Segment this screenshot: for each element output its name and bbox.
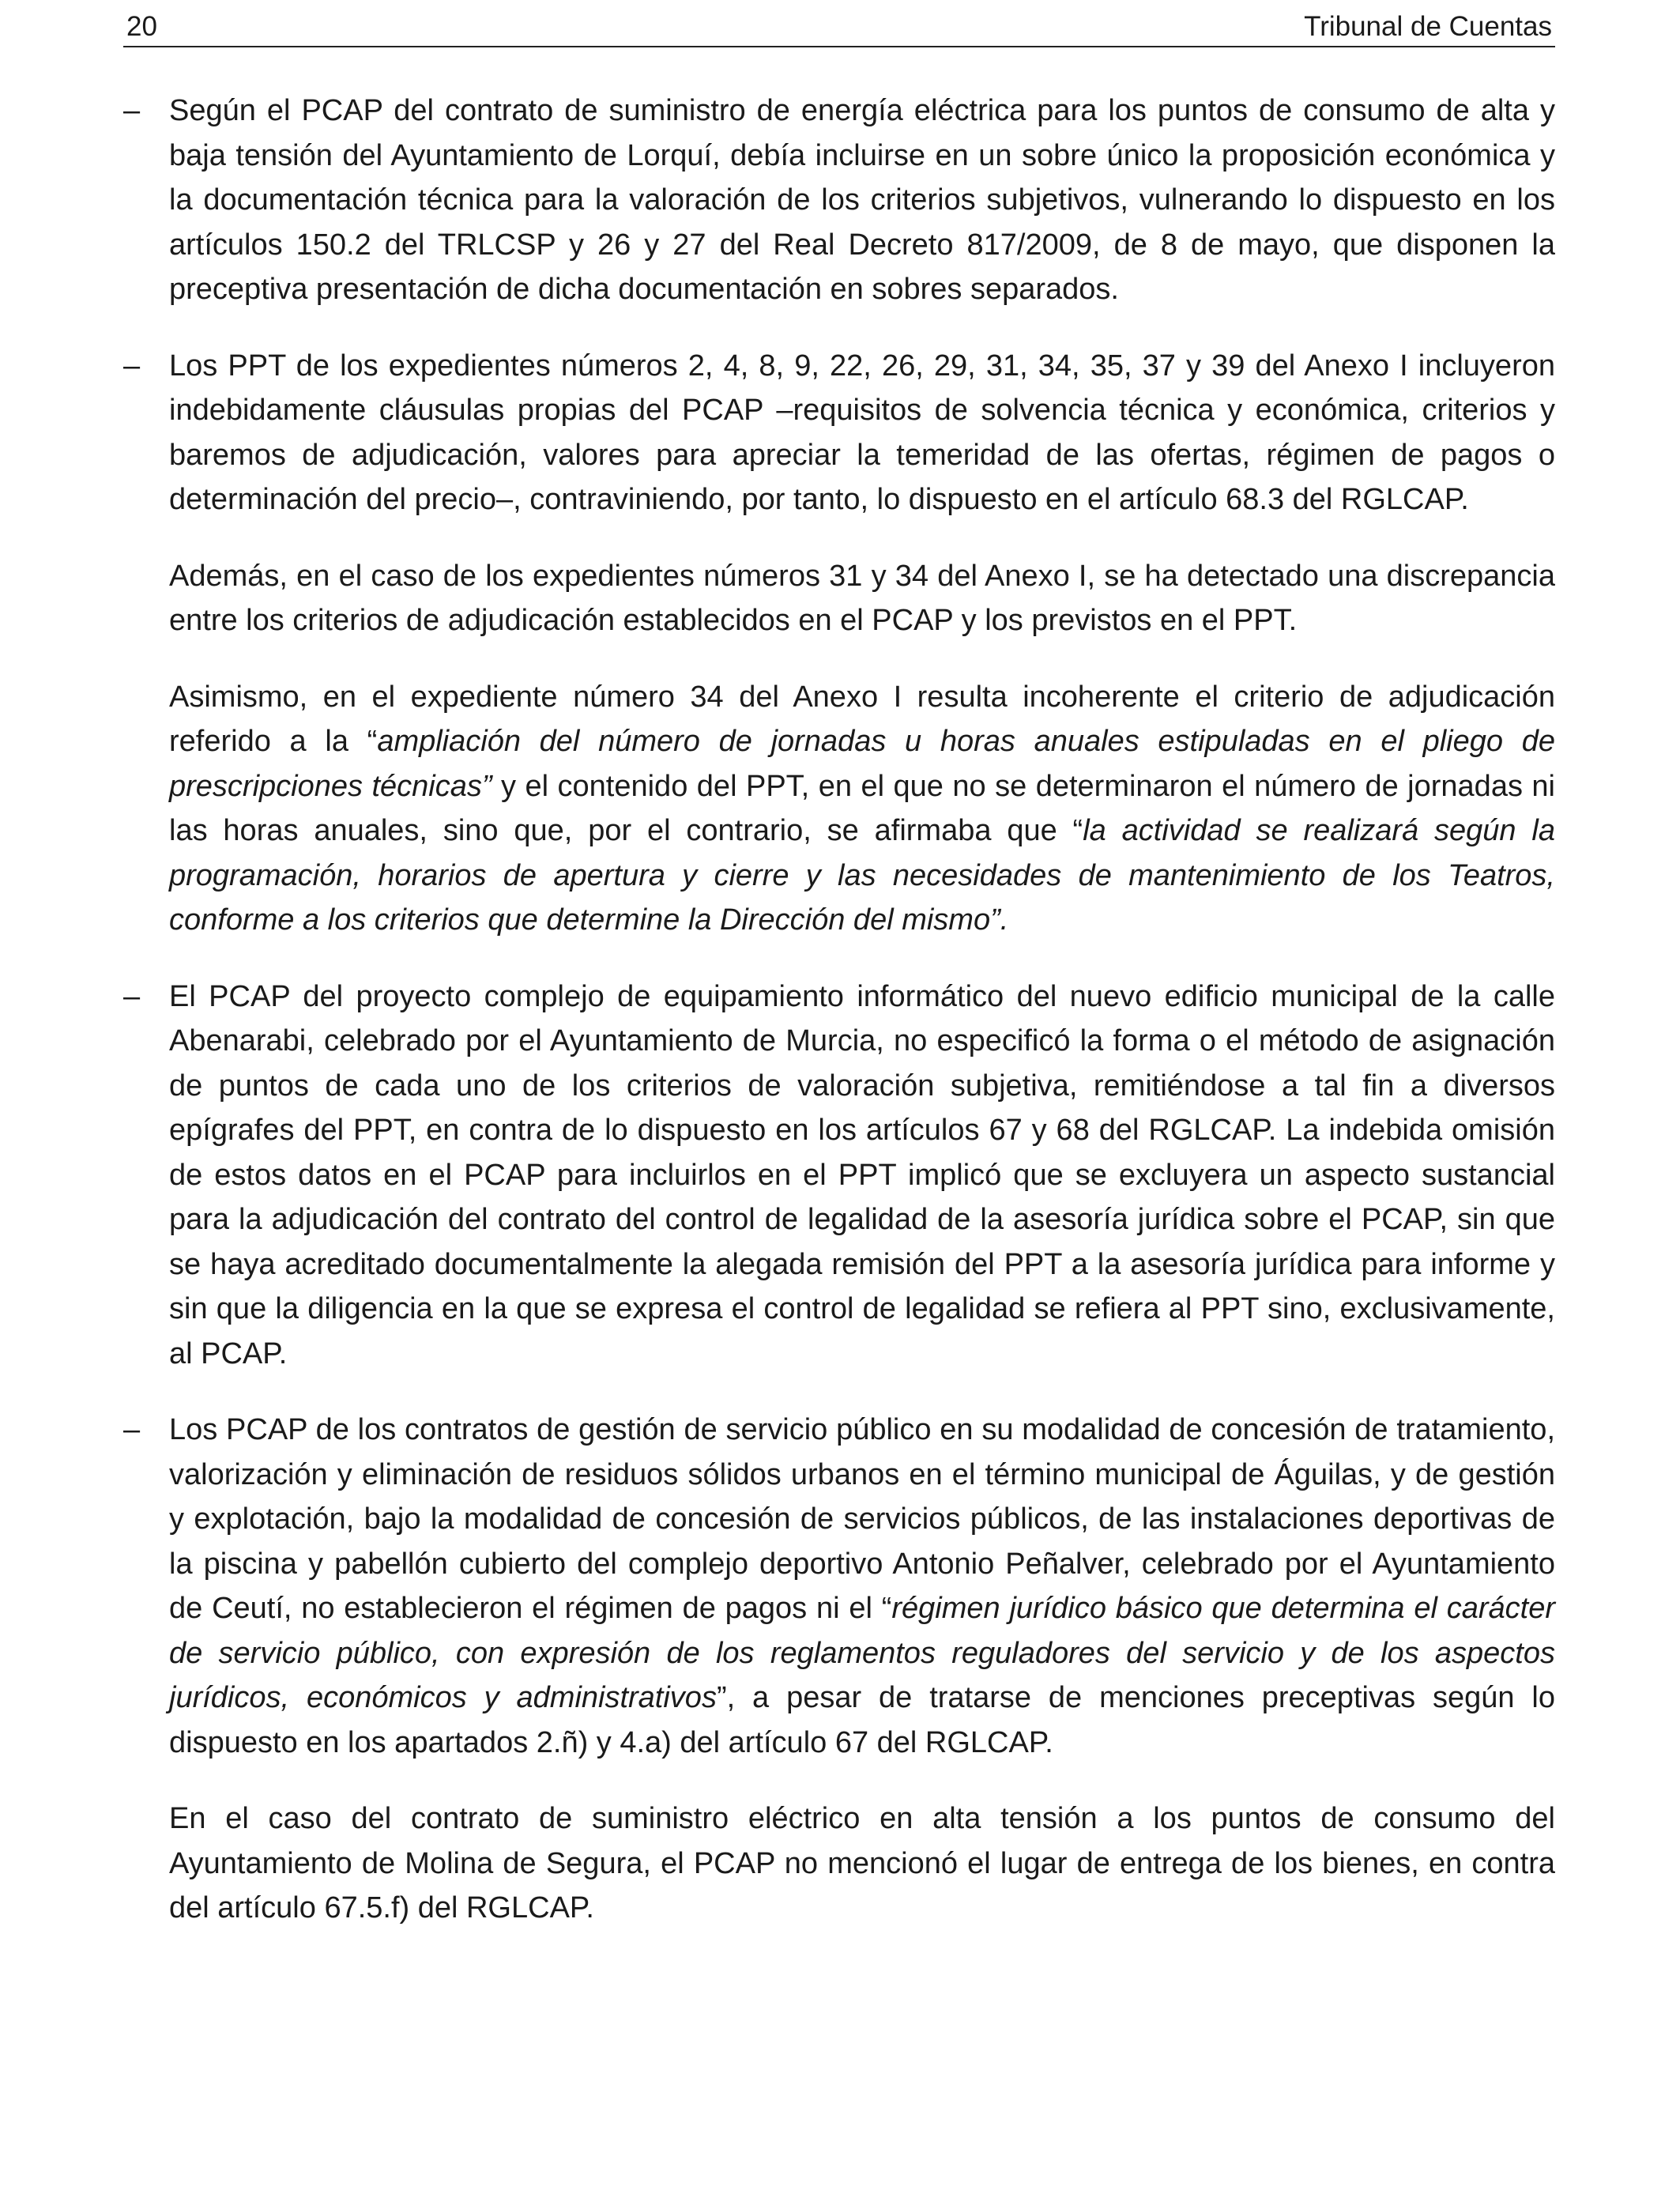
paragraph-text: En el caso del contrato de suministro eléctrico en alta tensión a los puntos de consumo del Ayuntamiento de Molina de Segura, el PCAP no mencionó el lugar de entrega de los bienes, en contra del artículo 67.5.f) del RGLCAP. (169, 1802, 1555, 1924)
italic-quote: régimen jurídico básico que determina el carácter de servicio público, con expresión de los reglamentos reguladores del servicio y de los aspectos jurídicos, económicos y administrativos (169, 1592, 1555, 1714)
paragraph-text (169, 1408, 1555, 1765)
bullet-item-aguilas-ceuti (123, 1408, 1555, 1765)
text-run: Asimismo, en el expediente número 34 del Anexo I resulta incoherente el criterio de adjudicación referido a la “ (169, 680, 1555, 758)
italic-quote: ampliación del número de jornadas u horas anuales estipuladas en el pliego de prescripciones técnicas” (169, 725, 1555, 803)
document-body (123, 89, 1555, 1931)
paragraph-asimismo (123, 675, 1555, 943)
paragraph-molina (123, 1796, 1555, 1931)
paragraph-ademas (123, 554, 1555, 643)
running-title: Tribunal de Cuentas (1304, 11, 1552, 42)
page-number: 20 (126, 11, 157, 42)
dash-bullet: – (123, 349, 141, 383)
dash-bullet: – (123, 979, 141, 1013)
italic-quote: la actividad se realizará según la programación, horarios de apertura y cierre y las necesidades de mantenimiento de los Teatros, conforme a los criterios que determine la Dirección del mismo”. (169, 814, 1555, 937)
dash-bullet: – (123, 1413, 141, 1446)
text-run: ”, a pesar de tratarse de menciones preceptivas según lo dispuesto en los apartados 2.ñ) y 4.a) del artículo 67 del RGLCAP. (169, 1681, 1555, 1759)
paragraph-text: Los PPT de los expedientes números 2, 4, 8, 9, 22, 26, 29, 31, 34, 35, 37 y 39 del Anexo I incluyeron indebidamente cláusulas propias del PCAP –requisitos de solvencia técnica y económica, criterios y baremos de adjudicación, valores para apreciar la temeridad de las ofertas, régimen de pagos o determinación del precio–, contraviniendo, por tanto, lo dispuesto en el artículo 68.3 del RGLCAP. (169, 349, 1555, 516)
paragraph-text (169, 675, 1555, 943)
dash-bullet: – (123, 94, 141, 127)
text-run: y el contenido del PPT, en el que no se determinaron el número de jornadas ni las horas anuales, sino que, por el contrario, se afirmaba que “ (169, 769, 1555, 847)
text-run: Los PCAP de los contratos de gestión de servicio público en su modalidad de concesión de tratamiento, valorización y eliminación de residuos sólidos urbanos en el término municipal de Águilas, y de gestión y explotación, bajo la modalidad de concesión de servicios públicos, de las instalaciones deportivas de la piscina y pabellón cubierto del complejo deportivo Antonio Peñalver, celebrado por el Ayuntamiento de Ceutí, no establecieron el régimen de pagos ni el “ (169, 1413, 1555, 1625)
page-header (123, 8, 1555, 47)
paragraph-text: Además, en el caso de los expedientes números 31 y 34 del Anexo I, se ha detectado una discrepancia entre los criterios de adjudicación establecidos en el PCAP y los previstos en el PPT. (169, 559, 1555, 637)
bullet-item-murcia (123, 974, 1555, 1377)
bullet-item-ppt-expedientes (123, 344, 1555, 522)
bullet-item-lorqui (123, 89, 1555, 312)
paragraph-text: El PCAP del proyecto complejo de equipamiento informático del nuevo edificio municipal de la calle Abenarabi, celebrado por el Ayuntamiento de Murcia, no especificó la forma o el método de asignación de puntos de cada uno de los criterios de valoración subjetiva, remitiéndose a tal fin a diversos epígrafes del PPT, en contra de lo dispuesto en los artículos 67 y 68 del RGLCAP. La indebida omisión de estos datos en el PCAP para incluirlos en el PPT implicó que se excluyera un aspecto sustancial para la adjudicación del contrato del control de legalidad de la asesoría jurídica sobre el PCAP, sin que se haya acreditado documentalmente la alegada remisión del PPT a la asesoría jurídica para informe y sin que la diligencia en la que se expresa el control de legalidad se refiera al PPT sino, exclusivamente, al PCAP. (169, 979, 1555, 1370)
paragraph-text: Según el PCAP del contrato de suministro de energía eléctrica para los puntos de consumo de alta y baja tensión del Ayuntamiento de Lorquí, debía incluirse en un sobre único la proposición económica y la documentación técnica para la valoración de los criterios subjetivos, vulnerando lo dispuesto en los artículos 150.2 del TRLCSP y 26 y 27 del Real Decreto 817/2009, de 8 de mayo, que disponen la preceptiva presentación de dicha documentación en sobres separados. (169, 94, 1555, 306)
